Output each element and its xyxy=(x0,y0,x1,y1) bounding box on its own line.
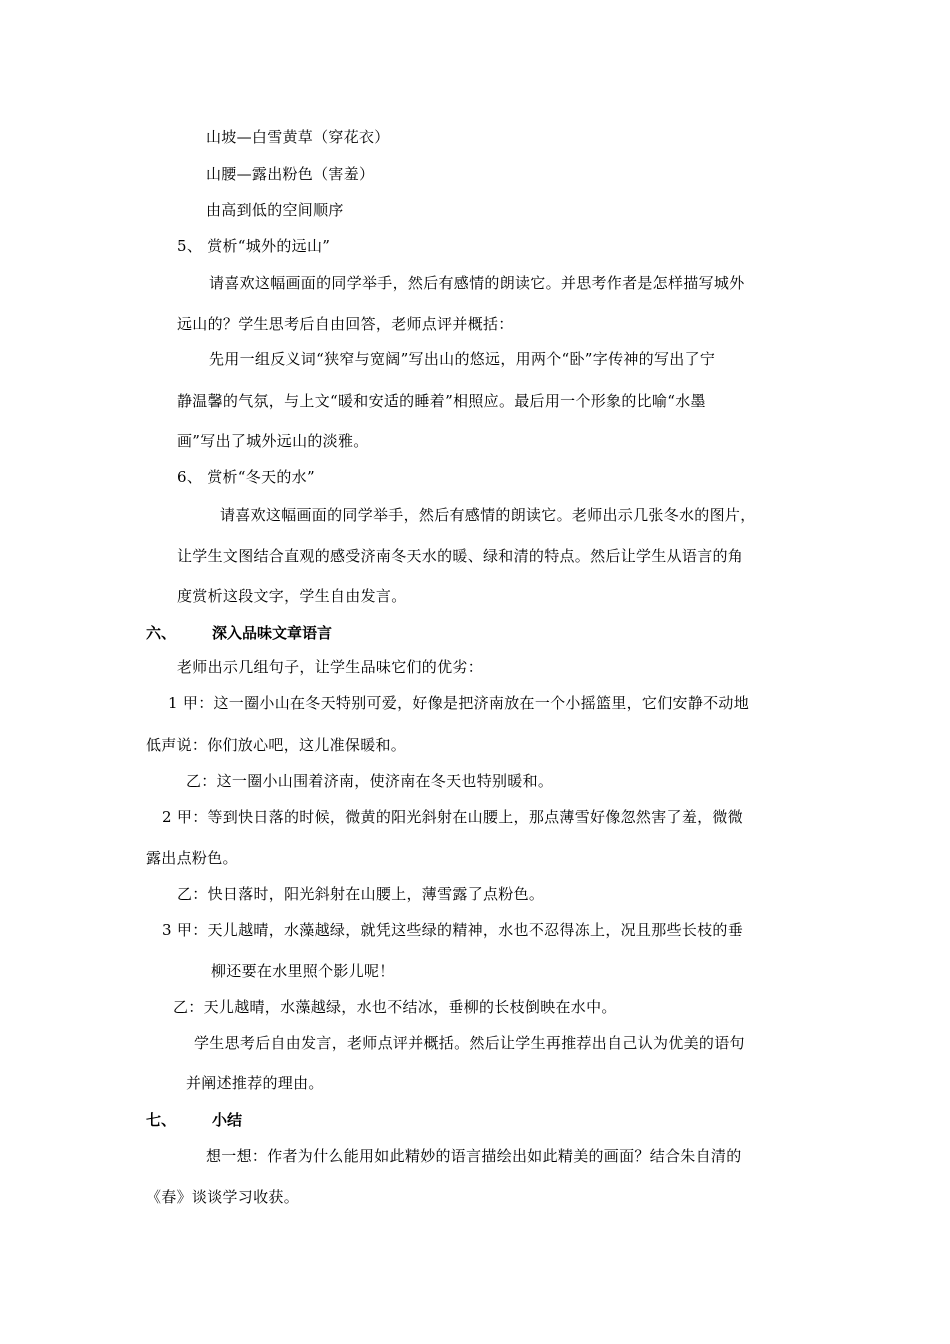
text-line: 3 甲：天儿越晴，水藻越绿，就凭这些绿的精神，水也不忍得冻上，况且那些长枝的垂 xyxy=(162,921,744,939)
text-line: 6、 赏析“冬天的水” xyxy=(177,468,315,486)
text-line: 1 甲：这一圈小山在冬天特别可爱，好像是把济南放在一个小摇篮里，它们安静不动地 xyxy=(168,694,750,712)
text-line: 露出点粉色。 xyxy=(146,849,238,867)
text-line: 画”写出了城外远山的淡雅。 xyxy=(177,432,369,450)
text-line: 乙：快日落时，阳光斜射在山腰上，薄雪露了点粉色。 xyxy=(177,885,545,903)
text-line: 《春》谈谈学习收获。 xyxy=(146,1188,300,1206)
section-number: 七、 xyxy=(146,1111,177,1129)
text-line: 5、 赏析“城外的远山” xyxy=(177,237,331,255)
text-line: 由高到低的空间顺序 xyxy=(206,201,344,219)
section-number: 六、 xyxy=(146,624,177,642)
text-line: 请喜欢这幅画面的同学举手，然后有感情的朗读它。并思考作者是怎样描写城外 xyxy=(209,274,745,292)
text-line: 乙：天儿越晴，水藻越绿，水也不结冰，垂柳的长枝倒映在水中。 xyxy=(173,998,617,1016)
text-line: 请喜欢这幅画面的同学举手，然后有感情的朗读它。老师出示几张冬水的图片， xyxy=(220,506,756,524)
text-line: 学生思考后自由发言，老师点评并概括。然后让学生再推荐出自己认为优美的语句 xyxy=(194,1034,745,1052)
text-line: 老师出示几组句子，让学生品味它们的优劣： xyxy=(177,658,484,676)
text-line: 低声说：你们放心吧，这儿准保暖和。 xyxy=(146,736,407,754)
text-line: 度赏析这段文字，学生自由发言。 xyxy=(177,587,407,605)
text-line: 先用一组反义词“狭窄与宽阔”写出山的悠远，用两个“卧”字传神的写出了宁 xyxy=(209,350,716,368)
text-line: 乙：这一圈小山围着济南，使济南在冬天也特别暖和。 xyxy=(186,772,554,790)
text-line: 山坡—白雪黄草（穿花衣） xyxy=(206,128,390,146)
text-line: 柳还要在水里照个影儿呢！ xyxy=(211,962,395,980)
text-line: 想一想：作者为什么能用如此精妙的语言描绘出如此精美的画面？结合朱自清的 xyxy=(206,1147,742,1165)
text-line: 静温馨的气氛，与上文“暖和安适的睡着”相照应。最后用一个形象的比喻“水墨 xyxy=(177,392,706,410)
text-line: 并阐述推荐的理由。 xyxy=(186,1074,324,1092)
text-line: 远山的？学生思考后自由回答，老师点评并概括： xyxy=(177,315,514,333)
section-title: 小结 xyxy=(212,1111,243,1129)
text-line: 2 甲：等到快日落的时候，微黄的阳光斜射在山腰上，那点薄雪好像忽然害了羞，微微 xyxy=(162,808,744,826)
section-title: 深入品味文章语言 xyxy=(212,624,333,642)
text-line: 山腰—露出粉色（害羞） xyxy=(206,165,375,183)
text-line: 让学生文图结合直观的感受济南冬天水的暖、绿和清的特点。然后让学生从语言的角 xyxy=(177,547,744,565)
